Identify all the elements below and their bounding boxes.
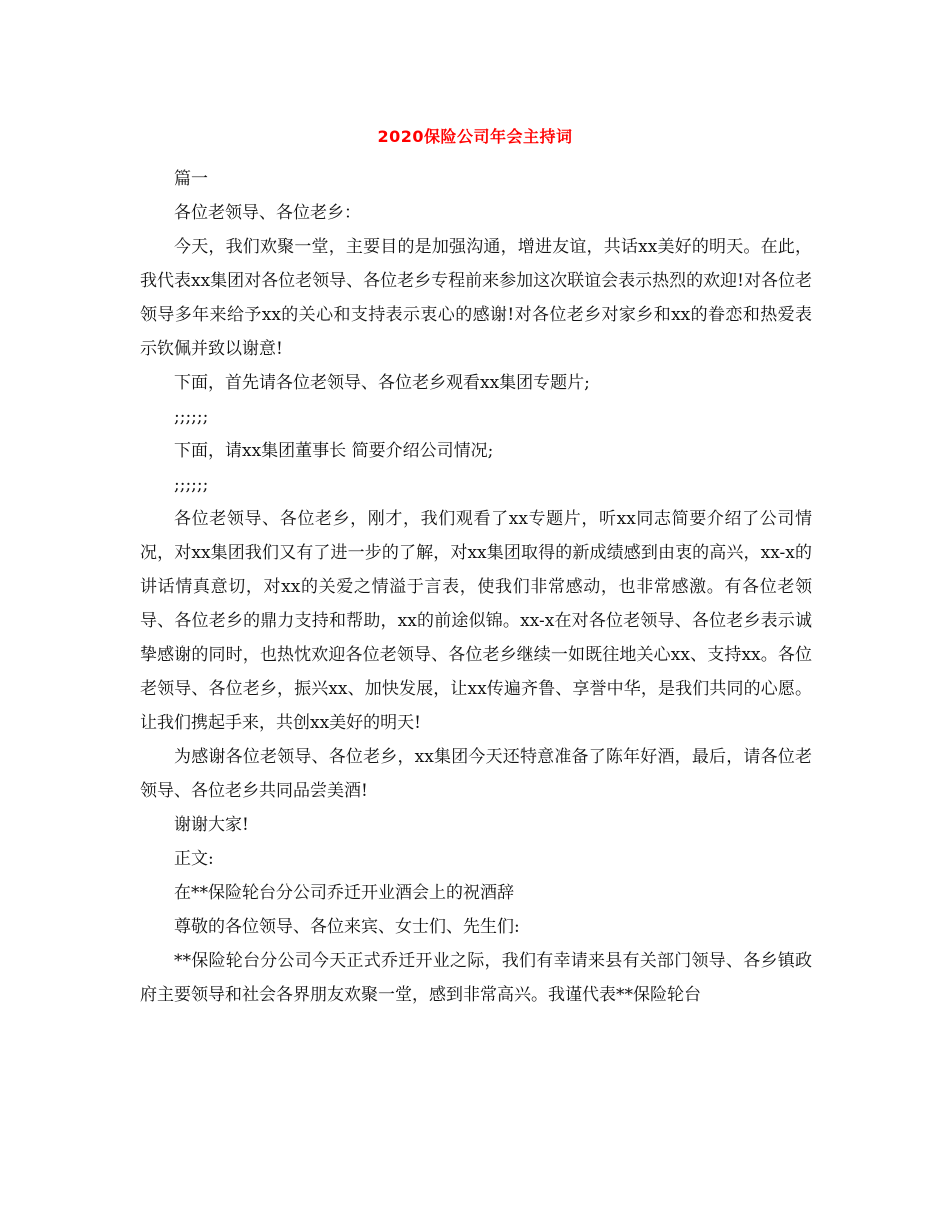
paragraph-salutation: 各位老领导、各位老乡： — [174, 203, 361, 223]
paragraph-remarks: 各位老领导、各位老乡，刚才，我们观看了xx专题片，听xx同志简要介绍了公司情况，对xx集团我们又有了进一步的了解，对xx集团取得的新成绩感到由衷的高兴，xx-x的讲话情真意切，对xx的关爱之情溢于言表，使我们非常感动，也非常感激。有各位老领导、各位老乡的鼎力支持和帮助，xx的前途似锦。xx-x在对各位老领导、各位老乡表示诚挚感谢的同时，也热忱欢迎各位老领导、各位老乡继续一如既往地关心xx、支持xx。各位老领导、各位老乡，振兴xx、加快发展，让xx传遍齐鲁、享誉中华，是我们共同的心愿。让我们携起手来，共创xx美好的明天! — [140, 509, 812, 733]
paragraph-thanks: 谢谢大家! — [174, 815, 249, 835]
paragraph-opening: **保险轮台分公司今天正式乔迁开业之际，我们有幸请来县有关部门领导、各乡镇政府主要领导和社会各界朋友欢聚一堂，感到非常高兴。我谨代表**保险轮台 — [140, 951, 812, 1005]
paragraph-toast: 为感谢各位老领导、各位老乡，xx集团今天还特意准备了陈年好酒，最后，请各位老领导、各位老乡共同品尝美酒! — [140, 747, 812, 801]
paragraph-film-intro: 下面，首先请各位老领导、各位老乡观看xx集团专题片; — [174, 373, 590, 393]
paragraph-separator: ;;;;;; — [174, 407, 209, 427]
paragraph-separator: ;;;;;; — [174, 475, 209, 495]
paragraph-section-label: 篇一 — [174, 169, 208, 189]
document-title: 2020保险公司年会主持词 — [377, 127, 573, 146]
paragraph-main-label: 正文: — [174, 849, 214, 869]
document-body — [140, 162, 812, 1012]
paragraph-speech-title: 在**保险轮台分公司乔迁开业酒会上的祝酒辞 — [174, 883, 514, 903]
paragraph-welcome: 今天，我们欢聚一堂，主要目的是加强沟通，增进友谊，共话xx美好的明天。在此，我代表xx集团对各位老领导、各位老乡专程前来参加这次联谊会表示热烈的欢迎!对各位老领导多年来给予xx的关心和支持表示衷心的感谢!对各位老乡对家乡和xx的眷恋和热爱表示钦佩并致以谢意! — [140, 237, 813, 359]
paragraph-salutation-2: 尊敬的各位领导、各位来宾、女士们、先生们: — [174, 917, 520, 937]
paragraph-chairman-intro: 下面，请xx集团董事长 简要介绍公司情况; — [174, 441, 494, 461]
